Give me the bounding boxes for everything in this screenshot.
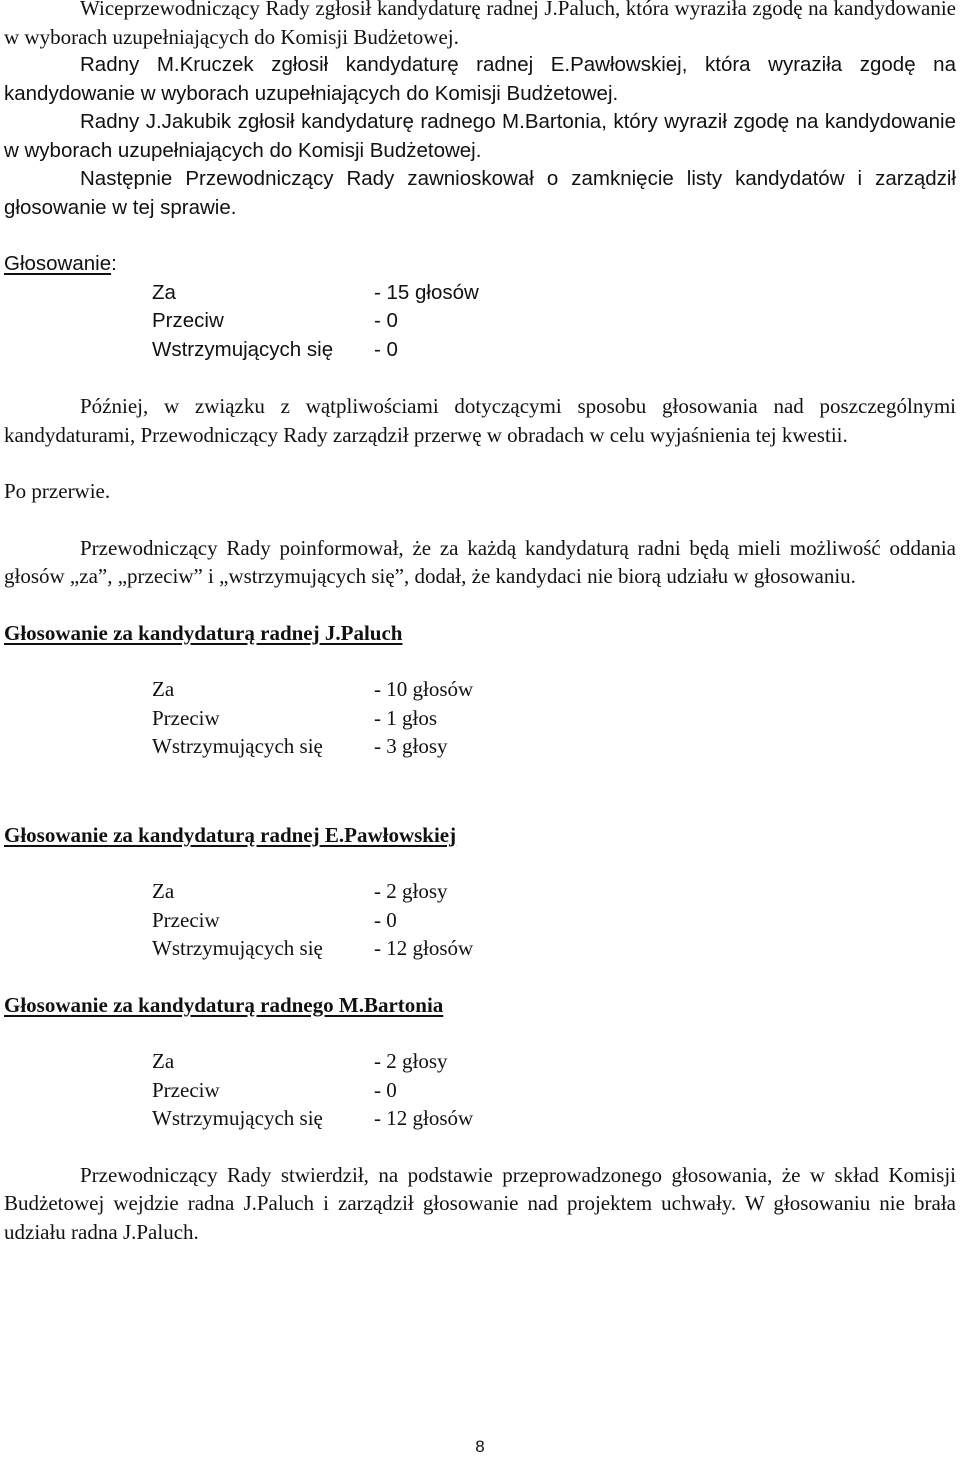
vote-row xyxy=(152,934,956,963)
vote-heading-pawlowska: Głosowanie za kandydaturą radnej E.Pawłowskiej xyxy=(4,822,457,847)
paragraph-candidate-paluch: Wiceprzewodniczący Rady zgłosił kandydaturę radnej J.Paluch, która wyraziła zgodę na kandydowanie w wyborach uzupełniających do Komisji Budżetowej. xyxy=(4,0,956,49)
vote-label-abstain: Wstrzymujących się xyxy=(152,936,323,960)
vote-row xyxy=(152,877,956,906)
vote-row xyxy=(152,1104,956,1133)
vote-label-against: Przeciw xyxy=(152,309,224,332)
vote-value-abstain: - 12 głosów xyxy=(374,936,474,960)
vote-heading-general xyxy=(4,250,956,279)
vote-table-pawlowska xyxy=(152,877,956,963)
vote-row xyxy=(152,307,956,336)
vote-value-for: - 2 głosy xyxy=(374,879,448,903)
document-page xyxy=(4,0,956,1246)
vote-table-barton xyxy=(152,1047,956,1133)
vote-label-against: Przeciw xyxy=(152,907,220,932)
vote-value-abstain: - 12 głosów xyxy=(374,1106,474,1130)
paragraph-conclusion: Przewodniczący Rady stwierdził, na podstawie przeprowadzonego głosowania, że w skład Komisji Budżetowej wejdzie radna J.Paluch i zarządził głosowanie nad projektem uchwały. W głosowaniu nie brała udziału radna J.Paluch. xyxy=(4,1162,956,1244)
vote-label-for: Za xyxy=(152,677,175,701)
vote-label-for: Za xyxy=(152,1049,175,1073)
vote-label-for: Za xyxy=(152,879,175,903)
vote-row xyxy=(152,675,956,704)
vote-heading-general-text: Głosowanie xyxy=(4,252,112,275)
paragraph-close-list: Następnie Przewodniczący Rady zawnioskował o zamknięcie listy kandydatów i zarządził głosowanie w tej sprawie. xyxy=(4,167,956,219)
vote-heading-paluch: Głosowanie za kandydaturą radnej J.Paluch xyxy=(4,620,403,645)
vote-value-for: - 15 głosów xyxy=(374,280,479,304)
vote-heading-barton: Głosowanie za kandydaturą radnego M.Bartonia xyxy=(4,992,444,1017)
vote-label-abstain: Wstrzymujących się xyxy=(152,337,334,361)
vote-label-abstain: Wstrzymujących się xyxy=(152,1106,323,1130)
vote-value-abstain: - 3 głosy xyxy=(374,734,448,758)
vote-row xyxy=(152,1047,956,1076)
vote-value-for: - 10 głosów xyxy=(374,677,474,701)
paragraph-break-announcement: Później, w związku z wątpliwościami dotyczącymi sposobu głosowania nad poszczególnymi kandydaturami, Przewodniczący Rady zarządził przerwę w obradach w celu wyjaśnienia tej kwestii. xyxy=(4,394,956,447)
vote-table-general xyxy=(152,279,956,365)
paragraph-candidate-pawlowska: Radny M.Kruczek zgłosił kandydaturę radnej E.Pawłowskiej, która wyraziła zgodę na kandydowanie w wyborach uzupełniających do Komisji Budżetowej. xyxy=(4,53,956,105)
vote-value-against: - 0 xyxy=(374,907,397,932)
vote-row xyxy=(152,732,956,761)
vote-label-for: Za xyxy=(152,280,176,304)
vote-value-against: - 0 xyxy=(374,309,398,332)
paragraph-voting-rules: Przewodniczący Rady poinformował, że za każdą kandydaturą radni będą mieli możliwość oddania głosów „za”, „przeciw” i „wstrzymujących się”, dodał, że kandydaci nie biorą udziału w głosowaniu. xyxy=(4,535,956,588)
vote-heading-general-colon: : xyxy=(111,252,117,275)
vote-row xyxy=(152,279,956,308)
vote-table-paluch xyxy=(152,675,956,761)
vote-label-against: Przeciw xyxy=(152,1077,220,1102)
vote-row xyxy=(152,906,956,935)
vote-row xyxy=(152,704,956,733)
after-break-note: Po przerwie. xyxy=(4,479,111,503)
vote-value-for: - 2 głosy xyxy=(374,1049,448,1073)
vote-value-against: - 1 głos xyxy=(374,705,437,730)
vote-row xyxy=(152,1076,956,1105)
vote-label-against: Przeciw xyxy=(152,705,220,730)
paragraph-candidate-barton: Radny J.Jakubik zgłosił kandydaturę radnego M.Bartonia, który wyraził zgodę na kandydowanie w wyborach uzupełniających do Komisji Budżetowej. xyxy=(4,110,956,162)
page-number: 8 xyxy=(475,1437,485,1456)
vote-row xyxy=(152,336,956,365)
vote-value-abstain: - 0 xyxy=(374,337,398,361)
vote-value-against: - 0 xyxy=(374,1077,397,1102)
vote-label-abstain: Wstrzymujących się xyxy=(152,734,323,758)
